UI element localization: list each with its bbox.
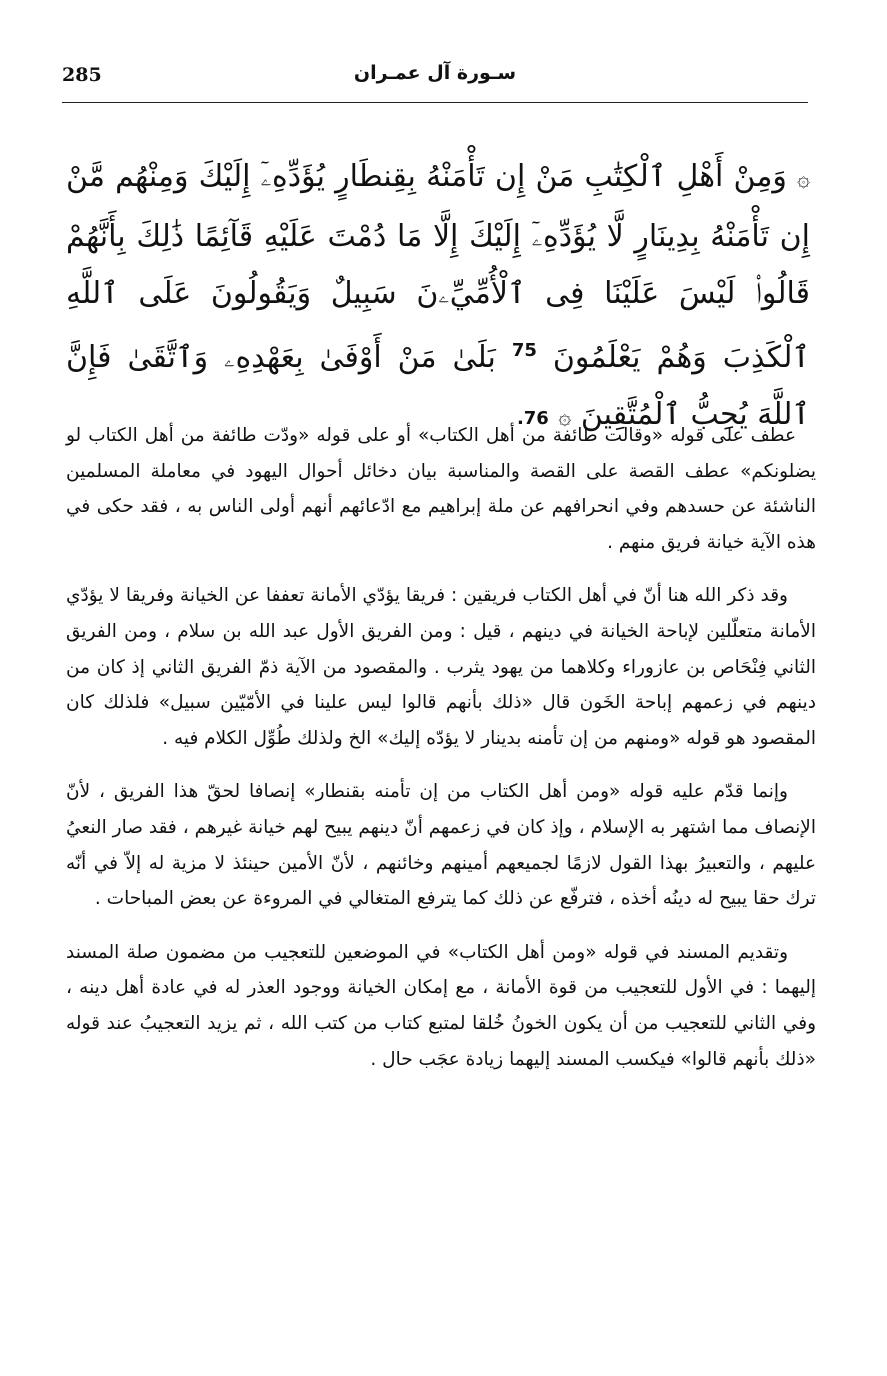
header-divider: [62, 102, 808, 103]
commentary-paragraph: وتقديم المسند في قوله «ومن أهل الكتاب» في الموضعين للتعجيب من مضمون صلة المسند إليهما : في الأول للتعجيب من قوة الأمانة ، مع إمكان الخيانة ووجود العذر له في عادة أهل دينه ، وفي الثاني للتعجيب من أن يكون الخونُ خُلقا لمتبع كتاب من كتب الله ، ثم يزيد التعجيبُ عند قوله «ذلك بأنهم قالوا» فيكسب المسند إليهما زيادة عجَب حال .: [66, 941, 816, 1070]
verse-number-76: 76.: [516, 408, 549, 429]
commentary-paragraph: وقد ذكر الله هنا أنّ في أهل الكتاب فريقين : فريقا يؤدّي الأمانة تعففا عن الخيانة وفريقا لا يؤدّي الأمانة متعلّلين لإباحة الخيانة في دينهم ، قيل : ومن الفريق الأول عبد الله بن سلام ، ومن الفريق الثاني فِنْحَاص بن عازوراء وكلاهما من يهود يثرب . والمقصود من الآية ذمّ الفريق الثاني إذ كان من دينهم في زعمهم إباحة الخَون قال «ذلك بأنهم قالوا ليس علينا في الأمّيّين سبيل» فلذلك كان المقصود هو قوله «ومنهم من إن تأمنه بدينار لا يؤدّه إليك» الخ ولذلك طُوِّل الكلام فيه .: [66, 585, 816, 749]
quran-verse: [66, 148, 810, 447]
verse-open-mark: ۞: [797, 167, 810, 192]
commentary: [66, 418, 816, 1095]
verse-text-76: بَلَىٰ مَنْ أَوْفَىٰ بِعَهْدِهِۦ وَٱتَّقَىٰ فَإِنَّ ٱللَّهَ يُحِبُّ ٱلْمُتَّقِينَ: [66, 340, 810, 432]
commentary-paragraph: عطف على قوله «وقالت طائفة من أهل الكتاب» أو على قوله «ودّت طائفة من أهل الكتاب لو يضلونكم» عطف القصة على القصة والمناسبة بيان دخائل أحوال اليهود في معاملة المسلمين الناشئة عن حسدهم وفي انحرافهم عن ملة إبراهيم مع ادّعائهم أنهم أولى الناس به ، فقد حكى في هذه الآية خيانة فريق منهم .: [66, 425, 816, 553]
verse-text-75: وَمِنْ أَهْلِ ٱلْكِتَٰبِ مَنْ إِن تَأْمَنْهُ بِقِنطَارٍ يُؤَدِّهِۦٓ إِلَيْكَ وَمِنْهُم مَّنْ إِن تَأْمَنْهُ بِدِينَارٍ لَّا يُؤَدِّهِۦٓ إِلَيْكَ إِلَّا مَا دُمْتَ عَلَيْهِ قَآئِمًا ذَٰلِكَ بِأَنَّهُمْ قَالُوا۟ لَيْسَ عَلَيْنَا فِى ٱلْأُمِّيِّۦنَ سَبِيلٌ وَيَقُولُونَ عَلَى ٱللَّهِ ٱلْكَذِبَ وَهُمْ يَعْلَمُونَ: [66, 159, 810, 375]
page-number: 285: [62, 64, 102, 86]
page-header: [62, 60, 808, 100]
surah-title: سـورة آل عمـران: [353, 62, 517, 84]
verse-number-75: 75: [511, 340, 537, 361]
commentary-paragraph: وإنما قدّم عليه قوله «ومن أهل الكتاب من إن تأمنه بقنطار» إنصافا لحقّ هذا الفريق ، لأنّ الإنصاف مما اشتهر به الإسلام ، وإذ كان في زعمهم أنّ دينهم يبيح لهم خيانة غيرهم ، فقد صار النعيُ عليهم ، والتعبيرُ بهذا القول لازمًا لجميعهم أمينهم وخائنهم ، لأنّ الأمين حينئذ لا مزية له إلاّ في أنّه ترك حقا يبيح له دينُه أخذه ، فترفّع عن ذلك كما يترفع المتغالي في المروءة عن بعض المباحات .: [66, 781, 816, 910]
verse-close-mark: ۞: [558, 405, 572, 430]
